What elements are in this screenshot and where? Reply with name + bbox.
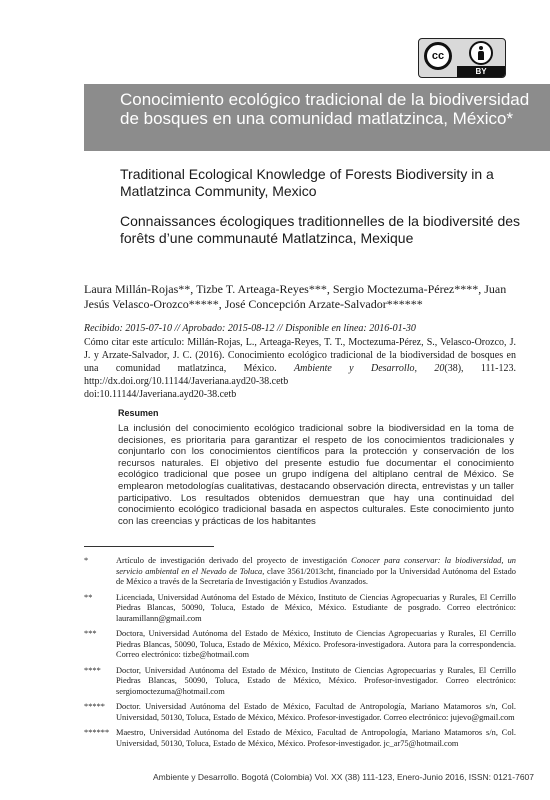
citation-block [84,336,516,401]
footnote-item [84,556,516,588]
footnote-text: Artículo de investigación derivado del proyecto de investigación Conocer para conservar: la biodiversidad, un servicio ambiental en el Nevado de Toluca, clave 3561/2013cht, financiado por la Universidad Autónoma del Estado de México a través de la Secretaría de Investigación y Estudios Avanzados. [116,556,516,586]
publication-dates: Recibido: 2015-07-10 // Aprobado: 2015-08-12 // Disponible en línea: 2016-01-30 [84,323,416,334]
title-english: Traditional Ecological Knowledge of Forests Biodiversity in a Matlatzinca Community, Mexico [120,166,494,199]
doi-link[interactable]: doi:10.11144/Javeriana.ayd20-38.cetb [84,389,237,400]
footnote-text: Doctor, Universidad Autónoma del Estado de México, Instituto de Ciencias Agropecuarias y Rurales, El Cerrillo Piedras Blancas, 50090, Toluca, Estado de México, México. Profesor-investigador. Correo electrónico: sergiomoctezuma@hotmail.com [116,665,516,696]
citation-journal: Ambiente y Desarrollo, 20 [294,363,445,374]
footnote-text: Maestro, Universidad Autónoma del Estado de México, Facultad de Antropología, Mariano Matamoros s/n, Col. Universidad, 50130, Toluca, Estado de México, México. Profesor-investigador. jc_ar75@hotmail.com [116,728,516,748]
footnote-mark: ***** [84,702,105,711]
by-label: BY [457,66,505,77]
page-footer: Ambiente y Desarrollo. Bogotá (Colombia) Vol. XX (38) 111-123, Enero-Junio 2016, ISSN: 0121-7607 [153,772,534,782]
title-spanish: Conocimiento ecológico tradicional de la biodiversidad de bosques en una comunidad matlatzinca, México* [120,90,530,128]
citation-suffix: (38), 111-123. http://dx.doi.org/10.11144/Javeriana.ayd20-38.cetb [84,363,516,387]
footnote-mark: ****** [84,728,110,737]
creative-commons-icon [424,42,452,70]
footnote-divider [84,546,214,547]
footnote-item [84,666,516,698]
footnote-item [84,702,516,723]
footnotes [84,556,516,754]
footnote-mark: * [84,556,89,565]
abstract-heading: Resumen [118,408,159,418]
footnote-text: Licenciada, Universidad Autónoma del Estado de México, Instituto de Ciencias Agropecuarias y Rurales, El Cerrillo Piedras Blancas, 50090, Toluca, Estado de México, México. Estudiante de posgrado. Correo electrónico: lauramillann@gmail.com [116,592,516,623]
author-list: Laura Millán-Rojas**, Tizbe T. Arteaga-Reyes***, Sergio Moctezuma-Pérez****, Juan Jesús Velasco-Orozco*****, José Concepción Arzate-Salvador****** [84,282,507,311]
footnote-mark: ** [84,592,93,602]
footnote-item [84,728,516,749]
cc-label: cc [431,50,445,62]
attribution-person-icon [469,41,493,65]
footnote-mark: *** [84,629,97,638]
footnote-mark: **** [84,665,101,675]
footnote-item [84,629,516,661]
citation-text: Cómo citar este artículo: Millán-Rojas, L., Arteaga-Reyes, T. T., Moctezuma-Pérez, S., Velasco-Orozco, J. J. y Arzate-Salvador, J. C. (2016). Conocimiento ecológico tradicional de la biodiversidad de bosques en una comunidad matlatzinca, México. [84,337,516,374]
footnote-item [84,593,516,625]
title-french: Connaissances écologiques traditionnelles de la biodiversité des forêts d’une communauté Matlatzinca, Mexique [120,213,521,246]
footnote-text: Doctora, Universidad Autónoma del Estado de México, Instituto de Ciencias Agropecuarias y Rurales, El Cerrillo Piedras Blancas, 50090, Toluca, Estado de México, México. Profesora-investigadora. Autora para la correspondencia. Correo electrónico: tizbe@hotmail.com [116,629,516,659]
footnote-text: Doctor. Universidad Autónoma del Estado de México, Facultad de Antropología, Mariano Matamoros s/n, Col. Universidad, 50130, Toluca, Estado de México, México. Profesor-investigador. Correo electrónico: jujevo@gmail.com [116,702,516,722]
abstract-text: La inclusión del conocimiento ecológico tradicional sobre la biodiversidad en la toma de decisiones, es prioritaria para garantizar el respeto de los conocimientos tradicionales y conjuntarlo con los conocimientos científicos para la protección y conservación de los recursos naturales. El objetivo del presente estudio fue documentar el conocimiento ecológico tradicional que posee un grupo indígena del altiplano central de México. Se emplearon metodologías cualitativas, destacando observación directa, entrevistas y un taller participativo. Los resultados obtenidos demuestran que hay una continuidad del conocimiento ecológico tradicional basada en aspectos culturales. Este conocimiento junto con las creencias y prácticas de los habitantes [118,423,514,527]
cc-by-license-badge [418,38,506,78]
